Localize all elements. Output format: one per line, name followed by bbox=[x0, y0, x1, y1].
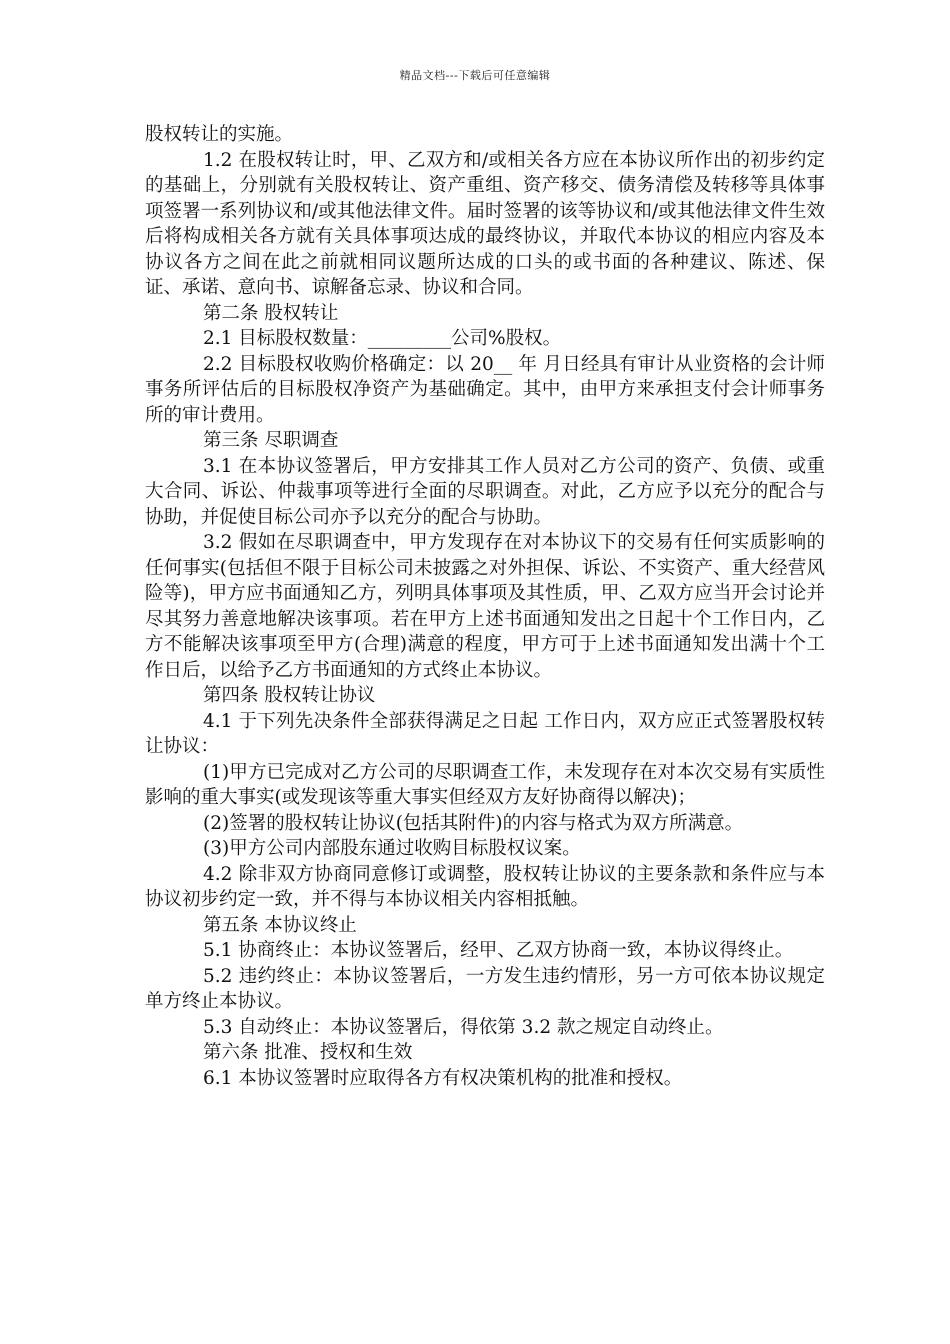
paragraph-continuation: 股权转让的实施。 bbox=[145, 124, 294, 145]
clause-2-1: 2.1 目标股权数量：_________公司%股权。 bbox=[203, 328, 562, 349]
article-2-heading: 第二条 股权转让 bbox=[203, 302, 339, 324]
clause-4-2: 4.2 除非双方协商同意修订或调整，股权转让协议的主要条款和条件应与本协议初步约定一致，并不得与本协议相关内容相抵触。 bbox=[145, 863, 825, 910]
clause-5-3: 5.3 自动终止：本协议签署后，得依第 3.2 款之规定自动终止。 bbox=[203, 1016, 724, 1038]
clause-3-2: 3.2 假如在尽职调查中，甲方发现存在对本协议下的交易有任何实质影响的任何事实(包括但不限于目标公司未披露之对外担保、诉讼、不实资产、重大经营风险等)，甲方应书面通知乙方，列明具体事项及其性质，甲、乙双方应当开会讨论并尽其努力善意地解决该事项。若在甲方上述书面通知发出之日起十个工作日内，乙方不能解决该事项至甲方(合理)满意的程度，甲方可于上述书面通知发出满十个工作日后，以给予乙方书面通知的方式终止本协议。 bbox=[145, 532, 825, 681]
clause-3-1: 3.1 在本协议签署后，甲方安排其工作人员对乙方公司的资产、负债、或重大合同、诉讼、仲裁事项等进行全面的尽职调查。对此，乙方应予以充分的配合与协助，并促使目标公司亦予以充分的配合与协助。 bbox=[145, 455, 825, 528]
clause-4-1: 4.1 于下列先决条件全部获得满足之日起 工作日内，双方应正式签署股权转让协议： bbox=[145, 710, 825, 757]
article-6-heading: 第六条 批准、授权和生效 bbox=[203, 1042, 413, 1063]
clause-6-1: 6.1 本协议签署时应取得各方有权决策机构的批准和授权。 bbox=[203, 1067, 683, 1089]
article-3-heading: 第三条 尽职调查 bbox=[203, 430, 339, 451]
article-5-heading: 第五条 本协议终止 bbox=[203, 914, 357, 936]
article-4-heading: 第四条 股权转让协议 bbox=[203, 685, 376, 706]
condition-1: (1)甲方已完成对乙方公司的尽职调查工作，未发现存在对本次交易有实质性影响的重大事实(或发现该等重大事实但经双方友好协商得以解决)； bbox=[145, 761, 825, 808]
document-body bbox=[145, 122, 825, 1091]
page-header: 精品文档---下载后可任意编辑 bbox=[399, 69, 551, 82]
clause-2-2: 2.2 目标股权收购价格确定：以 20__ 年 月日经具有审计从业资格的会计师事务所评估后的目标股权净资产为基础确定。其中，由甲方来承担支付会计师事务所的审计费用。 bbox=[145, 353, 825, 426]
clause-5-1: 5.1 协商终止：本协议签署后，经甲、乙双方协商一致，本协议得终止。 bbox=[203, 940, 794, 961]
condition-2: (2)签署的股权转让协议(包括其附件)的内容与格式为双方所满意。 bbox=[203, 812, 744, 834]
clause-1-2: 1.2 在股权转让时，甲、乙双方和/或相关各方应在本协议所作出的初步约定的基础上，分别就有关股权转让、资产重组、资产移交、债务清偿及转移等具体事项签署一系列协议和/或其他法律文件。届时签署的该等协议和/或其他法律文件生效后将构成相关各方就有关具体事项达成的最终协议，并取代本协议的相应内容及本协议各方之间在此之前就相同议题所达成的口头的或书面的各种建议、陈述、保证、承诺、意向书、谅解备忘录、协议和合同。 bbox=[145, 149, 825, 298]
condition-3: (3)甲方公司内部股东通过收购目标股权议案。 bbox=[203, 838, 581, 859]
clause-5-2: 5.2 违约终止：本协议签署后，一方发生违约情形，另一方可依本协议规定单方终止本协议。 bbox=[145, 965, 825, 1012]
